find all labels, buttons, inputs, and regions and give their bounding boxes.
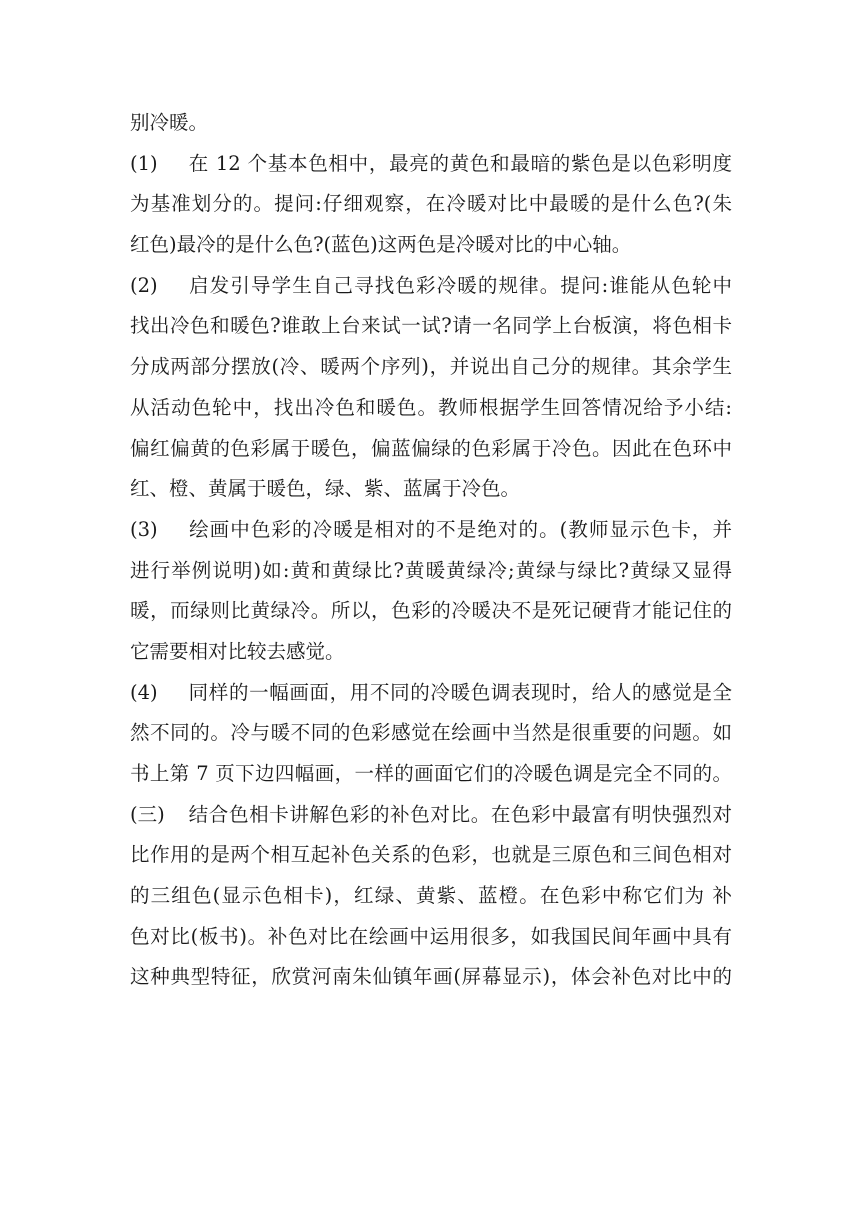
line-text: 同样的一幅画面，用不同的冷暖色调表现时，给人的感觉是全 bbox=[188, 680, 732, 704]
text-line bbox=[130, 757, 732, 791]
line-text: 从活动色轮中，找出冷色和暖色。教师根据学生回答情况给予小结: bbox=[130, 395, 732, 419]
text-line bbox=[130, 676, 732, 710]
text-line bbox=[130, 187, 732, 221]
text-line bbox=[130, 879, 732, 913]
list-marker: (三) bbox=[130, 802, 165, 826]
line-text: 绘画中色彩的冷暖是相对的不是绝对的。(教师显示色卡，并 bbox=[188, 517, 732, 541]
line-text: 红、橙、黄属于暖色，绿、紫、蓝属于冷色。 bbox=[130, 477, 521, 501]
line-text: 进行举例说明)如:黄和黄绿比?黄暖黄绿冷;黄绿与绿比?黄绿又显得 bbox=[130, 558, 732, 582]
text-line bbox=[130, 309, 732, 343]
line-text: 启发引导学生自己寻找色彩冷暖的规律。提问:谁能从色轮中 bbox=[188, 273, 732, 297]
document-page bbox=[130, 106, 732, 1001]
text-line bbox=[130, 838, 732, 872]
line-text: 在 12 个基本色相中，最亮的黄色和最暗的紫色是以色彩明度 bbox=[188, 151, 732, 175]
text-line bbox=[130, 920, 732, 954]
text-line bbox=[130, 432, 732, 466]
text-line bbox=[130, 147, 732, 181]
list-marker: (2) bbox=[130, 273, 158, 297]
line-text: 比作用的是两个相互起补色关系的色彩，也就是三原色和三间色相对 bbox=[130, 843, 732, 867]
line-text: 书上第 7 页下边四幅画，一样的画面它们的冷暖色调是完全不同的。 bbox=[130, 762, 732, 785]
text-line bbox=[130, 391, 732, 425]
line-text: 暖，而绿则比黄绿冷。所以，色彩的冷暖决不是死记硬背才能记住的 bbox=[130, 599, 732, 623]
line-text: 它需要相对比较去感觉。 bbox=[130, 639, 345, 663]
text-line bbox=[130, 716, 732, 750]
text-line bbox=[130, 269, 732, 303]
line-text: 色对比(板书)。补色对比在绘画中运用很多，如我国民间年画中具有 bbox=[130, 924, 732, 948]
line-text: 分成两部分摆放(冷、暖两个序列)，并说出自己分的规律。其余学生 bbox=[130, 355, 732, 379]
text-line bbox=[130, 228, 732, 262]
line-text: 然不同的。冷与暖不同的色彩感觉在绘画中当然是很重要的问题。如 bbox=[130, 721, 732, 745]
line-text: 结合色相卡讲解色彩的补色对比。在色彩中最富有明快强烈对 bbox=[188, 802, 732, 826]
list-marker: (3) bbox=[130, 517, 158, 541]
text-line bbox=[130, 554, 732, 588]
line-text: 这种典型特征，欣赏河南朱仙镇年画(屏幕显示)，体会补色对比中的 bbox=[130, 965, 732, 989]
line-text: 找出冷色和暖色?谁敢上台来试一试?请一名同学上台板演，将色相卡 bbox=[130, 314, 732, 338]
line-text: 红色)最冷的是什么色?(蓝色)这两色是冷暖对比的中心轴。 bbox=[130, 233, 632, 257]
line-text: 偏红偏黄的色彩属于暖色，偏蓝偏绿的色彩属于冷色。因此在色环中 bbox=[130, 436, 732, 460]
text-line bbox=[130, 960, 732, 994]
text-line bbox=[130, 635, 732, 669]
line-text: 为基准划分的。提问:仔细观察，在冷暖对比中最暖的是什么色?(朱 bbox=[130, 192, 732, 216]
text-line bbox=[130, 472, 732, 506]
text-line bbox=[130, 106, 732, 140]
list-marker: (1) bbox=[130, 151, 158, 175]
text-line bbox=[130, 594, 732, 628]
text-line bbox=[130, 798, 732, 832]
text-line bbox=[130, 513, 732, 547]
line-text: 的三组色(显示色相卡)，红绿、黄紫、蓝橙。在色彩中称它们为 补 bbox=[130, 884, 732, 908]
text-line bbox=[130, 350, 732, 384]
list-marker: (4) bbox=[130, 680, 158, 704]
line-text: 别冷暖。 bbox=[130, 111, 209, 134]
